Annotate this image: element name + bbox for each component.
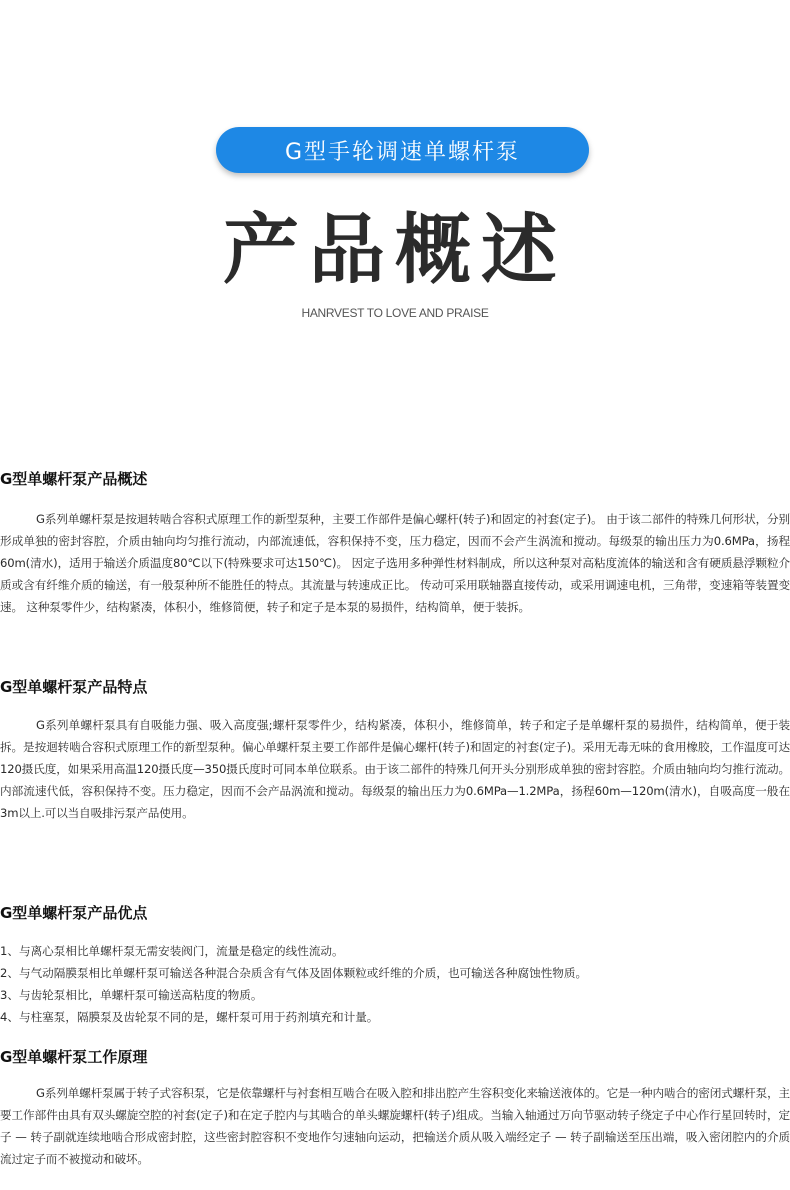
page-title: 产品概述 [223,205,567,294]
advantages-list [0,940,587,1028]
features-heading: G型单螺杆泵产品特点 [0,678,148,696]
principle-paragraph: G系列单螺杆泵属于转子式容积泵，它是依靠螺杆与衬套相互啮合在吸入腔和排出腔产生容积变化来输送液体的。它是一种内啮合的密闭式螺杆泵，主要工作部件由具有双头螺旋空腔的衬套(定子)和在定子腔内与其啮合的单头螺旋螺杆(转子)组成。当输入轴通过万向节驱动转子绕定子中心作行星回转时，定子 — 转子副就连续地啮合形成密封腔，这些密封腔容积不变地作匀速轴向运动，把输送介质从吸入端经定子 — 转子副输送至压出端，吸入密闭腔内的介质流过定子而不被搅动和破坏。 [0,1086,790,1166]
list-item: 4、与柱塞泵，隔膜泵及齿轮泵不同的是，螺杆泵可用于药剂填充和计量。 [0,1010,379,1024]
list-item: 3、与齿轮泵相比，单螺杆泵可输送高粘度的物质。 [0,988,263,1002]
list-item: 2、与气动隔膜泵相比单螺杆泵可输送各种混合杂质含有气体及固体颗粒或纤维的介质，也可输送各种腐蚀性物质。 [0,966,588,980]
page-subtitle: HANRVEST TO LOVE AND PRAISE [301,306,489,320]
list-item: 1、与离心泵相比单螺杆泵无需安装阀门，流量是稳定的线性流动。 [0,944,344,958]
overview-heading: G型单螺杆泵产品概述 [0,470,148,488]
overview-paragraph: G系列单螺杆泵是按迴转啮合容积式原理工作的新型泵种，主要工作部件是偏心螺杆(转子)和固定的衬套(定子)。 由于该二部件的特殊几何形状，分别形成单独的密封容腔，介质由轴向均匀推行流动，内部流速低，容积保持不变，压力稳定，因而不会产生涡流和搅动。每级泵的输出压力为0.6MPa，扬程60m(清水)，适用于输送介质温度80℃以下(特殊要求可达150℃)。 因定子选用多种弹性材料制成，所以这种泵对高粘度流体的输送和含有硬质悬浮颗粒介质或含有纤维介质的输送，有一般泵种所不能胜任的特点。其流量与转速成正比。 传动可采用联轴器直接传动，或采用调速电机，三角带，变速箱等装置变速。 这种泵零件少，结构紧凑，体积小，维修简便，转子和定子是本泵的易损件，结构简单，便于装拆。 [0,512,790,614]
product-name-text: G型手轮调速单螺杆泵 [284,139,521,165]
principle-heading: G型单螺杆泵工作原理 [0,1048,148,1066]
product-name-banner [216,127,589,173]
advantages-heading: G型单螺杆泵产品优点 [0,904,148,922]
features-paragraph: G系列单螺杆泵具有自吸能力强、吸入高度强;螺杆泵零件少，结构紧凑，体积小，维修简单，转子和定子是单螺杆泵的易损件，结构简单，便于装拆。是按迴转啮合容积式原理工作的新型泵种。偏心单螺杆泵主要工作部件是偏心螺杆(转子)和固定的衬套(定子)。采用无毒无味的食用橡胶，工作温度可达120摄氏度，如果采用高温120摄氏度—350摄氏度时可同本单位联系。由于该二部件的特殊几何开头分别形成单独的密封容腔。介质由轴向均匀推行流动。内部流速代低，容积保持不变。压力稳定，因而不会产品涡流和搅动。每级泵的输出压力为0.6MPa—1.2MPa，扬程60m—120m(清水)，自吸高度一般在3m以上.可以当自吸排污泵产品使用。 [0,718,790,820]
